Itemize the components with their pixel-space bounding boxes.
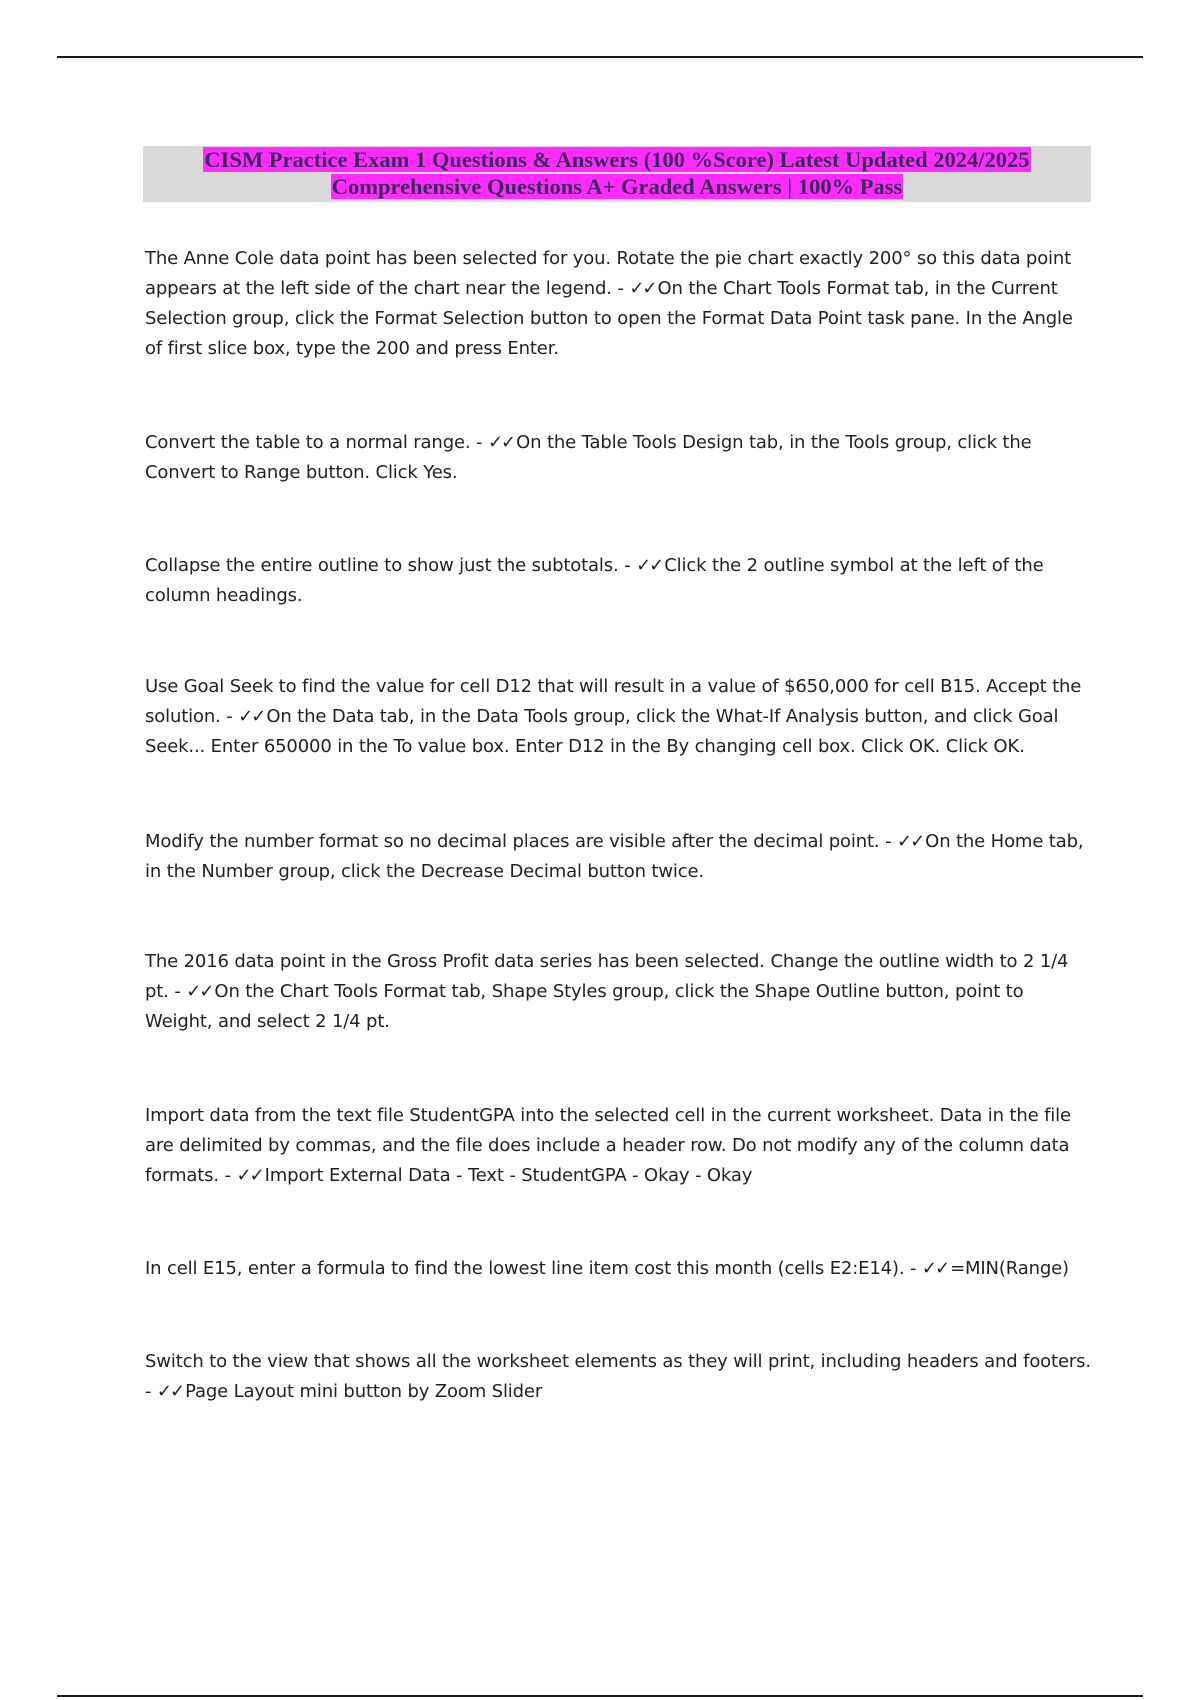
qa-item xyxy=(145,1254,1095,1284)
question-text: In cell E15, enter a formula to find the lowest line item cost this month (cells E2:E14). - xyxy=(145,1258,922,1279)
checkmark-icon: ✓✓ xyxy=(186,981,213,1002)
checkmark-icon: ✓✓ xyxy=(921,1258,949,1279)
checkmark-icon: ✓✓ xyxy=(156,1381,184,1402)
qa-item xyxy=(145,1347,1095,1407)
title-line-1: CISM Practice Exam 1 Questions & Answers (100 %Score) Latest Updated 2024/2025 xyxy=(204,147,1030,172)
bottom-rule xyxy=(57,1695,1143,1697)
question-text: Switch to the view that shows all the worksheet elements as they will print, including headers and footers. - xyxy=(145,1351,1091,1402)
top-rule xyxy=(57,56,1143,58)
checkmark-icon: ✓✓ xyxy=(636,555,663,576)
checkmark-icon: ✓✓ xyxy=(897,831,924,852)
qa-item xyxy=(145,428,1095,488)
answer-text: On the Data tab, in the Data Tools group, click the What-If Analysis button, and click Goal Seek... Enter 650000 in the To value box. Enter D12 in the By changing cell box. Click OK. Click OK. xyxy=(145,706,1059,757)
title-line-2: Comprehensive Questions A+ Graded Answers | 100% Pass xyxy=(331,174,903,199)
question-text: The Anne Cole data point has been selected for you. Rotate the pie chart exactly 200° so this data point appears at the left side of the chart near the legend. - xyxy=(145,248,1072,299)
checkmark-icon: ✓✓ xyxy=(629,278,656,299)
question-text: Convert the table to a normal range. - xyxy=(145,432,488,453)
qa-item xyxy=(145,947,1095,1037)
qa-item xyxy=(145,827,1095,887)
answer-text: On the Chart Tools Format tab, Shape Styles group, click the Shape Outline button, point to Weight, and select 2 1/4 pt. xyxy=(145,981,1024,1032)
answer-text: Import External Data - Text - StudentGPA - Okay - Okay xyxy=(264,1165,753,1186)
qa-item xyxy=(145,551,1095,611)
qa-item xyxy=(145,672,1095,762)
answer-text: Click the 2 outline symbol at the left of the column headings. xyxy=(145,555,1044,606)
checkmark-icon: ✓✓ xyxy=(238,706,265,727)
qa-item xyxy=(145,1101,1095,1191)
answer-text: Page Layout mini button by Zoom Slider xyxy=(185,1381,543,1402)
question-text: Collapse the entire outline to show just the subtotals. - xyxy=(145,555,637,576)
answer-text: =MIN(Range) xyxy=(950,1258,1069,1279)
question-text: Modify the number format so no decimal places are visible after the decimal point. - xyxy=(145,831,897,852)
document-title xyxy=(143,146,1091,202)
answer-text: On the Table Tools Design tab, in the Tools group, click the Convert to Range button. Click Yes. xyxy=(145,432,1032,483)
question-text: Import data from the text file StudentGPA into the selected cell in the current worksheet. Data in the file are delimited by commas, and the file does include a header row. Do not modify any of the column data formats. - xyxy=(145,1105,1071,1186)
answer-text: On the Home tab, in the Number group, click the Decrease Decimal button twice. xyxy=(145,831,1084,882)
checkmark-icon: ✓✓ xyxy=(487,432,515,453)
qa-item xyxy=(145,244,1095,364)
question-text: The 2016 data point in the Gross Profit data series has been selected. Change the outline width to 2 1/4 pt. - xyxy=(145,951,1069,1002)
checkmark-icon: ✓✓ xyxy=(236,1165,263,1186)
question-text: Use Goal Seek to find the value for cell D12 that will result in a value of $650,000 for cell B15. Accept the solution. - xyxy=(145,676,1082,727)
answer-text: On the Chart Tools Format tab, in the Current Selection group, click the Format Selection button to open the Format Data Point task pane. In the Angle of first slice box, type the 200 and press Enter. xyxy=(145,278,1073,359)
